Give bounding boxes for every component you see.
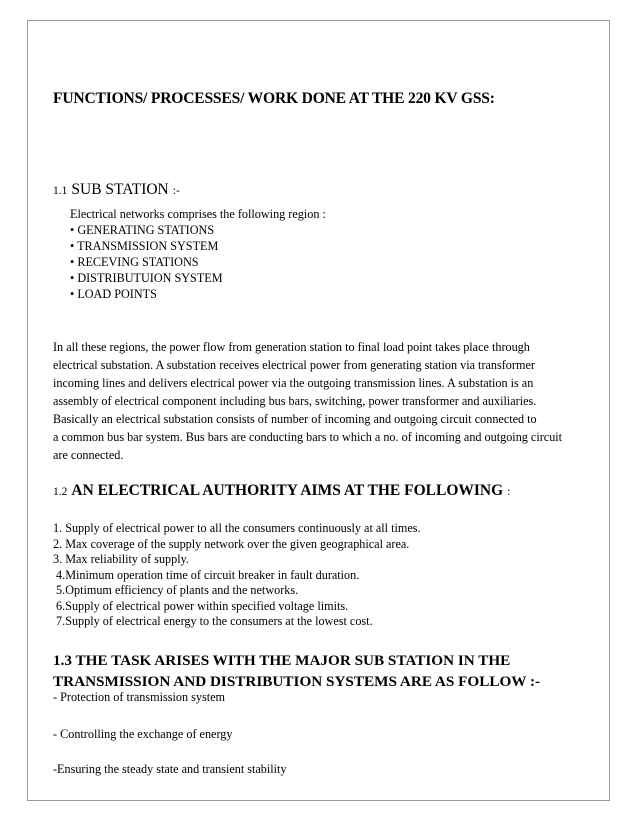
section-title: AN ELECTRICAL AUTHORITY AIMS AT THE FOLLOWING xyxy=(71,482,504,499)
list-item: 5.Optimum efficiency of plants and the networks. xyxy=(53,583,299,597)
section-number: 1.1 xyxy=(53,185,68,197)
list-item: • LOAD POINTS xyxy=(70,287,157,301)
task-item: - Controlling the exchange of energy xyxy=(53,727,233,741)
paragraph-line: a common bus bar system. Bus bars are conducting bars to which a no. of incoming and outgoing circuit xyxy=(53,430,563,444)
document-title: FUNCTIONS/ PROCESSES/ WORK DONE AT THE 220 KV GSS: xyxy=(53,90,495,107)
section-suffix: : xyxy=(507,486,511,498)
list-item: • GENERATING STATIONS xyxy=(70,223,215,237)
list-item: 6.Supply of electrical power within specified voltage limits. xyxy=(53,598,349,613)
list-item: 1. Supply of electrical power to all the consumers continuously at all times. xyxy=(53,521,421,535)
substation-paragraph xyxy=(53,338,562,464)
section-heading-line: 1.3 THE TASK ARISES WITH THE MAJOR SUB STATION IN THE xyxy=(53,652,511,669)
section-intro: Electrical networks comprises the following region : xyxy=(70,207,326,221)
section-1-2-list xyxy=(53,521,421,630)
section-1-3-heading xyxy=(53,650,540,692)
list-item: • DISTRIBUTUION SYSTEM xyxy=(70,271,223,285)
paragraph-line: assembly of electrical component including bus bars, switching, power transformer and auxiliaries. xyxy=(53,394,537,408)
task-item: -Ensuring the steady state and transient stability xyxy=(53,762,287,776)
list-item: 4.Minimum operation time of circuit breaker in fault duration. xyxy=(53,567,360,582)
list-item: 7.Supply of electrical energy to the consumers at the lowest cost. xyxy=(53,614,373,628)
section-1-1-heading xyxy=(53,181,180,199)
section-suffix: :- xyxy=(172,185,180,197)
section-1-1-body xyxy=(70,206,326,302)
task-item: - Protection of transmission system xyxy=(53,690,225,704)
section-number: 1.2 xyxy=(53,486,68,498)
list-item: 2. Max coverage of the supply network over the given geographical area. xyxy=(53,536,410,551)
paragraph-line: are connected. xyxy=(53,448,124,462)
section-1-2-heading xyxy=(53,482,510,500)
paragraph-line: incoming lines and delivers electrical power via the outgoing transmission lines. A substation is an xyxy=(53,376,534,390)
paragraph-line: In all these regions, the power flow from generation station to final load point takes place through xyxy=(53,340,530,354)
section-title: SUB STATION xyxy=(71,181,169,198)
list-item: • TRANSMISSION SYSTEM xyxy=(70,239,219,253)
list-item: • RECEVING STATIONS xyxy=(70,255,199,269)
paragraph-line: electrical substation. A substation receives electrical power from generating station via transformer xyxy=(53,358,535,372)
section-heading-line: TRANSMISSION AND DISTRIBUTION SYSTEMS ARE AS FOLLOW :- xyxy=(53,673,541,690)
list-item: 3. Max reliability of supply. xyxy=(53,552,189,566)
paragraph-line: Basically an electrical substation consists of number of incoming and outgoing circuit connected to xyxy=(53,412,537,426)
